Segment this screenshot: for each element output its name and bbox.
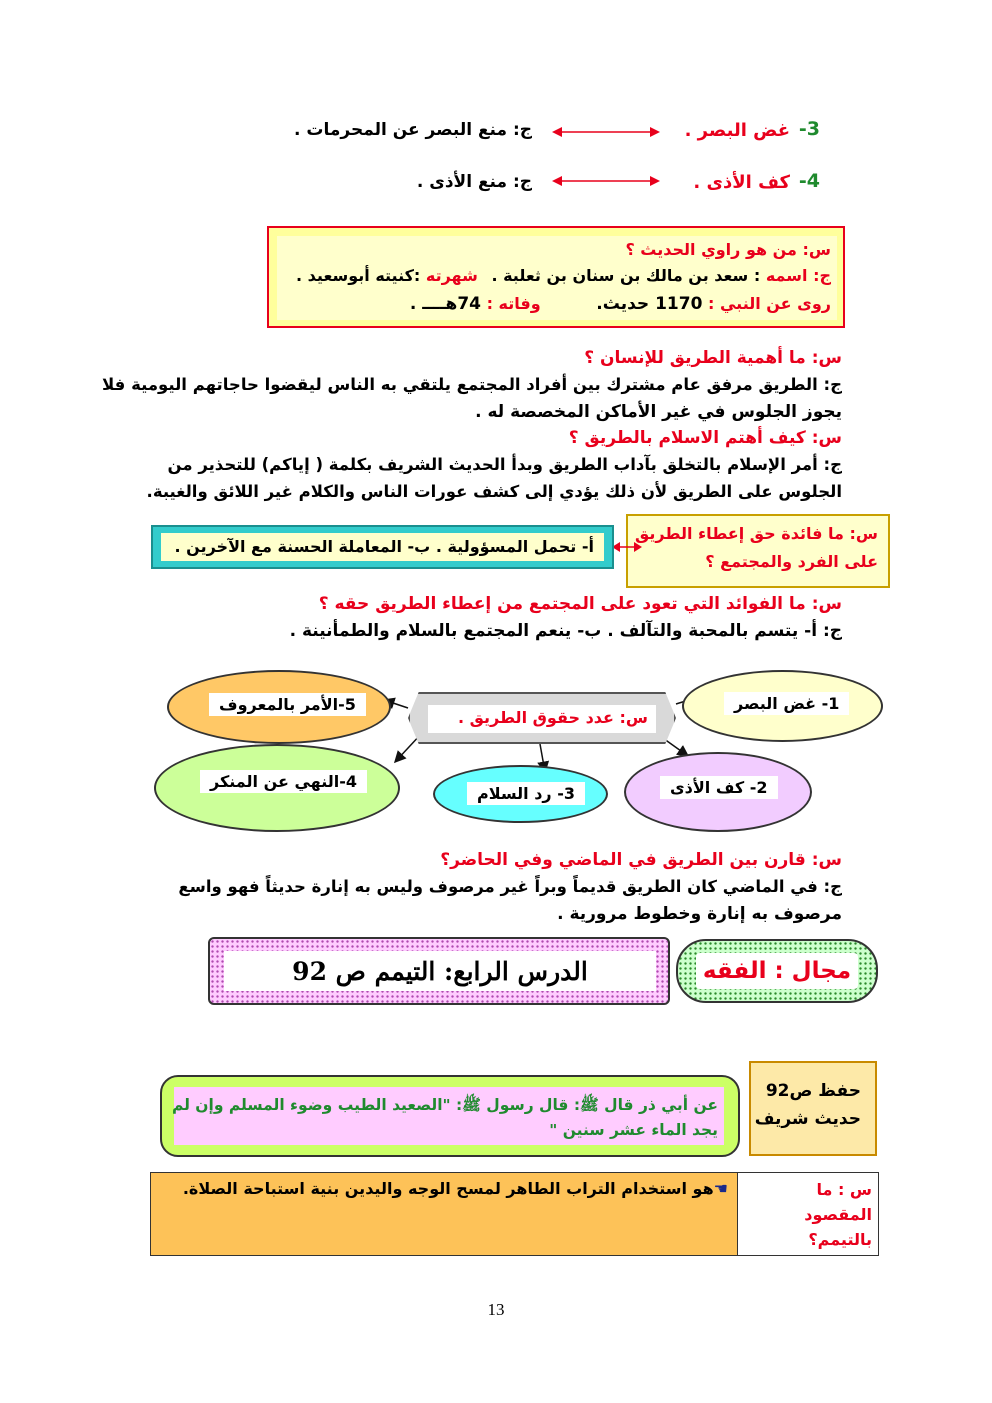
tayammum-answer: هو استخدام التراب الطاهر لمسح الوجه واليدين بنية استباحة الصلاة. xyxy=(182,1179,714,1198)
narrator-death-label: وفاته : xyxy=(486,294,541,313)
memorize-box xyxy=(749,1061,877,1156)
narrator-name-label: ج: اسمه xyxy=(765,266,831,285)
lesson-banner xyxy=(208,937,670,1005)
narrator-fame-label: شهرته xyxy=(425,266,478,285)
diagram-oval-label: 3- رد السلام xyxy=(467,782,585,805)
diagram-oval-3 xyxy=(433,765,608,823)
tayammum-question: س : ما المقصود بالتيمم؟ xyxy=(804,1180,872,1249)
importance-answer-line2: يجوز الجلوس في غير الأماكن المخصصة له . xyxy=(475,402,842,422)
hadith-panel xyxy=(171,1087,724,1145)
memorize-line2: حديث شريف xyxy=(754,1109,861,1129)
rights-row-num: 4- xyxy=(798,170,820,192)
benefit-question-line2: على الفرد والمجتمع ؟ xyxy=(705,552,878,571)
hadith-box xyxy=(160,1075,740,1157)
care-answer-line2: الجلوس على الطريق لأن ذلك يؤدي إلى كشف عورات الناس والكلام غير اللائق والغيبة. xyxy=(146,482,842,501)
compare-answer-line1: ج: في الماضي كان الطريق قديماً وبراً غير مرصوف وليس به إنارة حديثاً فهو واسع xyxy=(178,877,842,896)
diagram-center-label: س: عدد حقوق الطريق . xyxy=(457,708,648,727)
field-panel xyxy=(696,953,858,989)
lesson-panel xyxy=(224,951,656,991)
tayammum-answer-line xyxy=(183,1179,728,1198)
narrator-narrated-label: روى عن النبي : xyxy=(708,294,831,313)
field-banner xyxy=(676,939,878,1003)
rights-row-meaning: ج: منع البصر عن المحرمات . xyxy=(294,120,532,140)
narrator-name-value: : سعد بن مالك بن سنان بن ثعلبة . xyxy=(491,266,761,285)
importance-answer-line1: ج: الطريق مرفق عام مشترك بين أفراد المجتمع يلتقي به الناس ليقضوا حاجاتهم اليومية فلا xyxy=(102,375,842,394)
compare-question: س: قارن بين الطريق في الماضي وفي الحاضر؟ xyxy=(440,850,842,870)
diagram-center-panel xyxy=(428,705,656,733)
diagram-oval-label: 5-الأمر بالمعروف xyxy=(209,693,366,716)
memorize-line1: حفظ ص92 xyxy=(765,1081,861,1101)
rights-row-right: كف الأذى . xyxy=(693,172,790,193)
diagram-oval-4 xyxy=(154,744,400,832)
tayammum-question-cell xyxy=(737,1173,878,1255)
tayammum-table xyxy=(150,1172,879,1256)
diagram-oval-label: 4-النهي عن المنكر xyxy=(200,770,367,793)
diagram-oval-label: 1- غض البصر xyxy=(724,692,849,715)
society-question: س: ما الفوائد التي تعود على المجتمع من إعطاء الطريق حقه ؟ xyxy=(318,594,842,614)
rights-row-num: 3- xyxy=(798,118,820,140)
diagram-oval-1 xyxy=(682,670,883,742)
benefit-question-line1: س: ما فائدة حق إعطاء الطريق xyxy=(634,524,878,543)
narrator-question: س: من هو راوي الحديث ؟ xyxy=(625,240,831,259)
narrator-narrated-value: 1170 حديث. xyxy=(596,294,703,314)
care-question: س: كيف أهتم الاسلام بالطريق ؟ xyxy=(568,428,842,448)
pointing-hand-icon: ☚ xyxy=(713,1179,728,1198)
diagram-oval-label: 2- كف الأذى xyxy=(660,776,778,799)
benefit-answer: أ- تحمل المسؤولية . ب- المعاملة الحسنة مع الآخرين . xyxy=(174,537,594,556)
diagram-oval-2 xyxy=(624,752,812,832)
compare-answer-line2: مرصوف به إنارة وخطوط مرورية . xyxy=(557,904,842,924)
field-label: مجال : الفقه xyxy=(702,958,852,984)
lesson-title: الدرس الرابع: التيمم ص 92 xyxy=(292,956,588,986)
care-answer-line1: ج: أمر الإسلام بالتخلق بآداب الطريق وبدأ الحديث الشريف بكلمة ( إياكم) للتحذير من xyxy=(167,455,842,474)
hadith-line2: يجد الماء عشر سنين " xyxy=(549,1121,718,1139)
society-answer: ج: أ- يتسم بالمحبة والتآلف . ب- ينعم المجتمع بالسلام والطمأنينة . xyxy=(289,621,842,641)
importance-question: س: ما أهمية الطريق للإنسان ؟ xyxy=(584,348,842,368)
rights-row-right: غض البصر . xyxy=(684,120,790,141)
narrator-death-value: 74هــــ . xyxy=(409,294,481,314)
hadith-line1: عن أبي ذر قال ﷺ: قال رسول ﷺ: "الصعيد الطيب وضوء المسلم وإن لم xyxy=(171,1096,718,1114)
narrator-fame-value: :كنيته أبوسعيد . xyxy=(296,266,421,285)
page-number: 13 xyxy=(487,1300,505,1319)
diagram-oval-5 xyxy=(167,670,391,744)
rights-row-meaning: ج: منع الأذى . xyxy=(416,172,532,192)
